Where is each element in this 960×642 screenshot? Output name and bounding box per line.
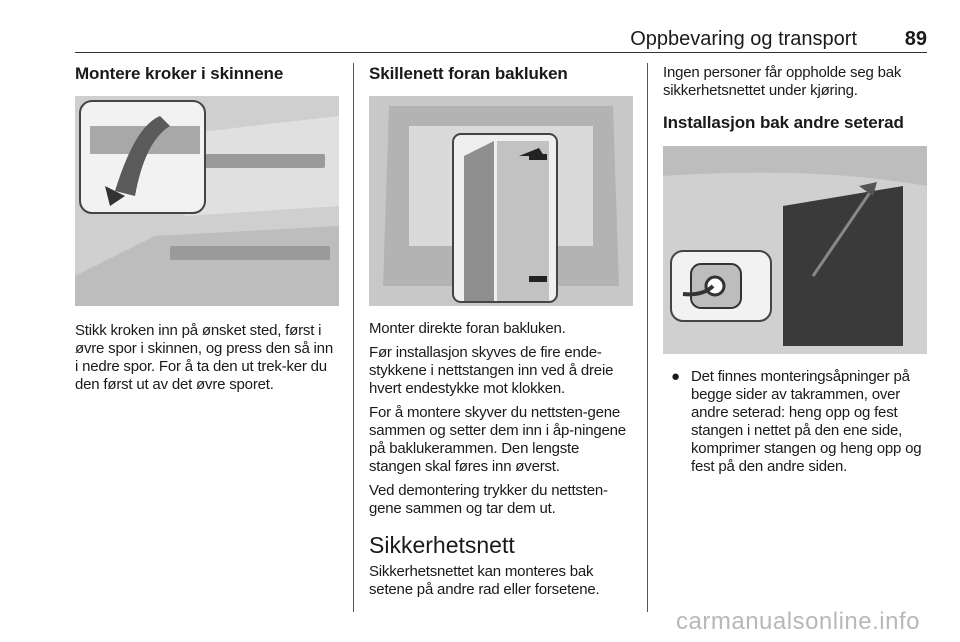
install-heading: Installasjon bak andre seterad [663,113,904,132]
right-body-wrap [663,368,927,476]
safety-net-illustration [663,146,927,354]
middle-body-wrap [369,320,633,599]
cargo-net-para-1: Monter direkte foran bakluken. [369,320,566,337]
page-header [75,28,927,53]
cargo-net-heading: Skillenett foran bakluken [369,64,568,83]
left-column [75,64,339,84]
hooks-instructions: Stikk kroken inn på ønsket sted, først i øvre spor i skinnen, og press den så inn i nedre spor. For å ta den ut trek-ker du den først ut av det øvre sporet. [75,322,333,393]
middle-column [369,64,633,84]
install-bullet-text: Det finnes monteringsåpninger på begge sider av takrammen, over andre seterad: heng opp og fest stangen i nettet på den ene side, komprimer stangen og heng opp og fest på den andre siden. [691,368,922,475]
header-title: Oppbevaring og transport [630,28,857,50]
cargo-net-para-2: Før installasjon skyves de fire ende-stykkene i nettstangen inn ved å dreie hvert endestykke mot klokken. [369,344,614,397]
column-divider-2 [647,63,648,612]
hooks-heading: Montere kroker i skinnene [75,64,284,83]
column-divider-1 [353,63,354,612]
tailgate-net-illustration [369,96,633,306]
tailgate-net-drawing [369,96,633,306]
safety-net-heading: Sikkerhetsnett [369,532,515,558]
install-bullet [663,368,927,476]
cargo-net-para-4: Ved demontering trykker du nettsten-gene sammen og tar dem ut. [369,482,608,517]
cargo-net-para-3: For å montere skyver du nettsten-gene sammen og setter dem inn i åp-ningene på baklukerammen. Den lengste stangen skal føres inn øverst. [369,404,626,475]
safety-net-drawing [663,146,927,354]
safety-net-warning: Ingen personer får oppholde seg bak sikkerhetsnettet under kjøring. [663,64,902,99]
hooks-rail-illustration [75,96,339,306]
page-number: 89 [904,28,927,50]
safety-net-body: Sikkerhetsnettet kan monteres bak setene på andre rad eller forsetene. [369,563,600,598]
right-column [663,64,927,133]
left-body-wrap [75,322,339,394]
hooks-rail-drawing [75,96,339,306]
bullet-dot-icon: ● [671,368,680,385]
watermark: carmanualsonline.info [676,608,920,635]
